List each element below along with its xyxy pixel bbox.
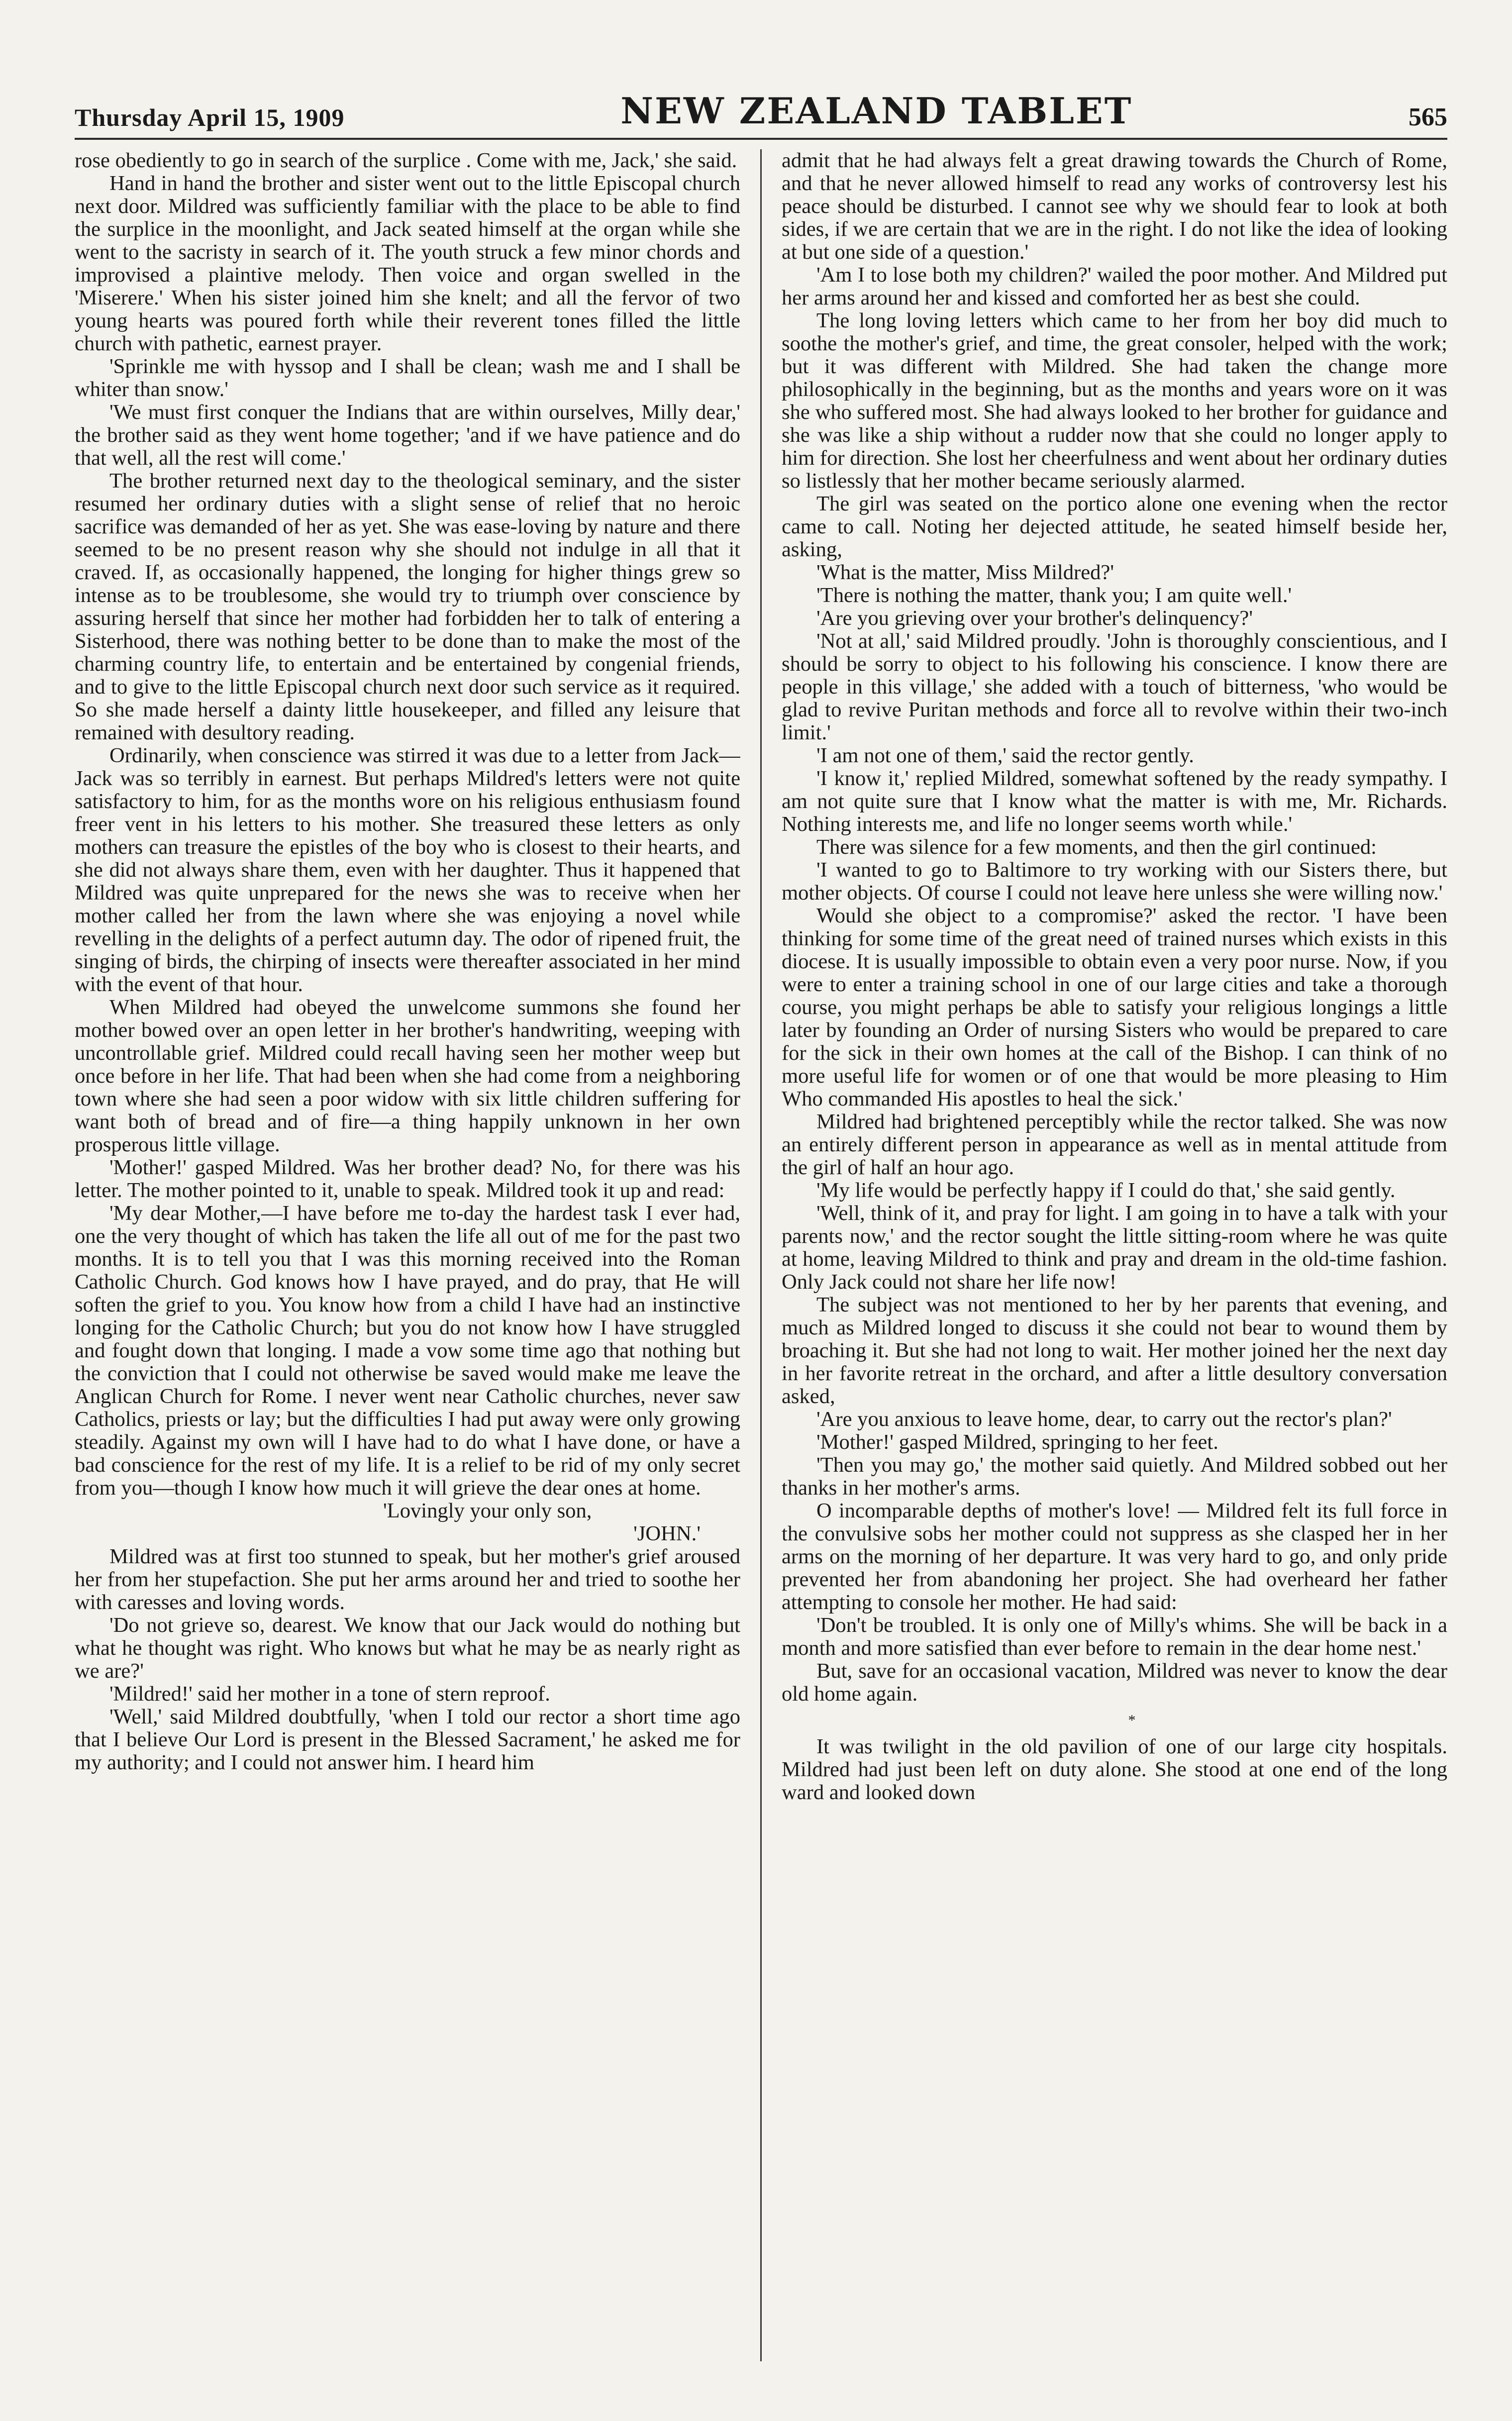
left-column — [75, 149, 740, 2361]
paragraph: admit that he had always felt a great drawing towards the Church of Rome, and that he never allowed himself to read any works of controversy lest his peace should be disturbed. I cannot see why we should fear to look at both sides, if we are certain that we are in the right. I do not like the idea of looking at but one side of a question.' — [782, 149, 1447, 264]
paragraph: When Mildred had obeyed the unwelcome summons she found her mother bowed over an open letter in her brother's handwriting, weeping with uncontrollable grief. Mildred could recall having seen her mother weep but once before in her life. That had been when she had come from a neighboring town where she had seen a poor widow with six little children suffering for want both of bread and of fire—a thing happily unknown in her own prosperous little village. — [75, 996, 740, 1156]
paragraph: There was silence for a few moments, and then the girl continued: — [816, 835, 1377, 859]
paragraph: rose obediently to go in search of the surplice . Come with me, Jack,' she said. — [75, 149, 737, 172]
paragraph: 'Mildred!' said her mother in a tone of stern reproof. — [109, 1682, 550, 1706]
paragraph: Would she object to a compromise?' asked the rector. 'I have been thinking for some time of the great need of trained nurses which exists in this diocese. It is usually impossible to obtain even a very poor nurse. Now, if you were to enter a training school in one of our large cities and take a thorough course, you might perhaps be able to satisfy your religious longings a little later by founding an Order of nursing Sisters who would be prepared to care for the sick in their own homes at the call of the Bishop. I can think of no more useful life for women or of one that would be more pleasing to Him Who commanded His apostles to heal the sick.' — [782, 904, 1447, 1110]
paragraph: 'I wanted to go to Baltimore to try working with our Sisters there, but mother objects. Of course I could not leave here unless she were willing now.' — [782, 858, 1447, 905]
paragraph: 'Mother!' gasped Mildred. Was her brother dead? No, for there was his letter. The mother pointed to it, unable to speak. Mildred took it up and read: — [75, 1156, 740, 1202]
paragraph: 'Then you may go,' the mother said quietly. And Mildred sobbed out her thanks in her mother's arms. — [782, 1453, 1447, 1500]
paragraph: 'I am not one of them,' said the rector gently. — [816, 744, 1194, 767]
paragraph: 'Are you anxious to leave home, dear, to carry out the rector's plan?' — [816, 1408, 1392, 1431]
right-column — [782, 149, 1447, 2361]
paragraph: But, save for an occasional vacation, Mildred was never to know the dear old home again. — [782, 1659, 1447, 1706]
paragraph: 'There is nothing the matter, thank you; I am quite well.' — [816, 584, 1292, 607]
paragraph: 'Sprinkle me with hyssop and I shall be clean; wash me and I shall be whiter than snow.' — [75, 355, 740, 401]
paragraph: Hand in hand the brother and sister went out to the little Episcopal church next door. Mildred was sufficiently familiar with the place to be able to find the surplice in the moonlight, and Jack seated himself at the organ while she went to the sacristy in search of it. The youth struck a few minor chords and improvised a plaintive melody. Then voice and organ swelled in the 'Miserere.' When his sister joined him she knelt; and all the fervor of two young hearts was poured forth while their reverent tones filled the little church with pathetic, earnest prayer. — [75, 172, 740, 355]
paragraph: * — [1128, 1712, 1136, 1728]
paragraph: 'Not at all,' said Mildred proudly. 'John is thoroughly conscientious, and I should be sorry to object to his following his conscience. I know there are people in this village,' she added with a touch of bitterness, 'who would be glad to revive Puritan methods and force all to revolve within their two-inch limit.' — [782, 629, 1447, 744]
paragraph: Ordinarily, when conscience was stirred it was due to a letter from Jack—Jack was so terribly in earnest. But perhaps Mildred's letters were not quite satisfactory to him, for as the months wore on his religious enthusiasm found freer vent in his letters to his mother. She treasured these letters as only mothers can treasure the epistles of the boy who is closest to their hearts, and she did not always share them, even with her daughter. Thus it happened that Mildred was quite unprepared for the news she was to receive when her mother called her from the lawn where she was enjoying a novel while revelling in the delights of a perfect autumn day. The odor of ripened fruit, the singing of birds, the chirping of insects were thereafter associated in her mind with the event of that hour. — [75, 744, 740, 996]
paragraph: 'Well, think of it, and pray for light. I am going in to have a talk with your parents now,' and the rector sought the little sitting-room where he was quite at home, leaving Mildred to think and pray and dream in the old-time fashion. Only Jack could not share her life now! — [782, 1202, 1447, 1294]
paragraph: 'Are you grieving over your brother's delinquency?' — [816, 606, 1253, 630]
paragraph: The subject was not mentioned to her by her parents that evening, and much as Mildred longed to discuss it she could not bear to wound them by broaching it. But she had not long to wait. Her mother joined her the next day in her favorite retreat in the orchard, and after a little desultory conversation asked, — [782, 1293, 1447, 1408]
paragraph: 'JOHN.' — [633, 1522, 701, 1545]
issue-date: Thursday April 15, 1909 — [75, 103, 345, 131]
paragraph: 'Well,' said Mildred doubtfully, 'when I told our rector a short time ago that I believe Our Lord is present in the Blessed Sacrament,' he asked me for my authority; and I could not answer him. I heard him — [75, 1705, 740, 1774]
paragraph: 'Am I to lose both my children?' wailed the poor mother. And Mildred put her arms around her and kissed and comforted her as best she could. — [782, 263, 1447, 309]
article-columns — [75, 149, 1447, 2361]
paragraph: Mildred was at first too stunned to speak, but her mother's grief aroused her from her stupefaction. She put her arms around her and tried to soothe her with caresses and loving words. — [75, 1545, 740, 1614]
page-number: 565 — [1408, 103, 1447, 131]
paragraph: 'Lovingly your only son, — [383, 1499, 592, 1522]
paragraph: 'What is the matter, Miss Mildred?' — [816, 561, 1114, 584]
paragraph: The long loving letters which came to her from her boy did much to soothe the mother's grief, and time, the great consoler, helped with the work; but it was different with Mildred. She had taken the change more philosophically in the beginning, but as the months and years wore on it was she who suffered most. She had always looked to her brother for guidance and she was like a ship without a rudder now that she could no longer apply to him for direction. She lost her cheerfulness and went about her ordinary duties so listlessly that her mother became seriously alarmed. — [782, 309, 1447, 493]
paragraph: The brother returned next day to the theological seminary, and the sister resumed her ordinary duties with a slight sense of relief that no heroic sacrifice was demanded of her as yet. She was ease-loving by nature and there seemed to be no present reason why she should not indulge in all that it craved. If, as occasionally happened, the longing for higher things grew so intense as to be troublesome, she would try to triumph over conscience by assuring herself that since her mother had forbidden her to talk of entering a Sisterhood, there was nothing better to be done than to make the most of the charming country life, to entertain and be entertained by congenial friends, and to give to the little Episcopal church next door such service as it required. So she made herself a dainty little housekeeper, and filled any leisure that remained with desultory reading. — [75, 469, 740, 744]
paragraph: 'My dear Mother,—I have before me to-day the hardest task I ever had, one the very thought of which has taken the life all out of me for the past two months. It is to tell you that I was this morning received into the Roman Catholic Church. God knows how I have prayed, and do pray, that He will soften the grief to you. You know how from a child I have had an instinctive longing for the Catholic Church; but you do not know how I have struggled and fought down that longing. I made a vow some time ago that nothing but the conviction that I could not otherwise be saved would make me leave the Anglican Church for Rome. I never went near Catholic churches, never saw Catholics, priests or lay; but the difficulties I had put away were only growing steadily. Against my own will I have had to do what I have done, or have a bad conscience for the rest of my life. It is a relief to be rid of my only secret from you—though I know how much it will grieve the dear ones at home. — [75, 1202, 740, 1500]
paragraph: The girl was seated on the portico alone one evening when the rector came to call. Noting her dejected attitude, he seated himself beside her, asking, — [782, 492, 1447, 561]
paragraph: Mildred had brightened perceptibly while the rector talked. She was now an entirely different person in appearance as well as in mental attitude from the girl of half an hour ago. — [782, 1110, 1447, 1179]
page-header — [75, 92, 1447, 140]
paragraph: It was twilight in the old pavilion of one of our large city hospitals. Mildred had just been left on duty alone. She stood at one end of the long ward and looked down — [782, 1735, 1447, 1804]
paragraph: 'Mother!' gasped Mildred, springing to her feet. — [816, 1430, 1218, 1454]
paragraph: 'We must first conquer the Indians that are within ourselves, Milly dear,' the brother said as they went home together; 'and if we have patience and do that well, all the rest will come.' — [75, 401, 740, 470]
paragraph: 'Don't be troubled. It is only one of Milly's whims. She will be back in a month and more satisfied than ever before to remain in the dear home nest.' — [782, 1614, 1447, 1660]
paragraph: 'My life would be perfectly happy if I could do that,' she said gently. — [816, 1179, 1396, 1202]
masthead: NEW ZEALAND TABLET — [620, 90, 1133, 132]
paragraph: O incomparable depths of mother's love! — Mildred felt its full force in the convulsive sobs her mother could not suppress as she clasped her in her arms on the morning of her departure. It was very hard to go, and only pride prevented her from abandoning her project. She had overheard her father attempting to console her mother. He had said: — [782, 1499, 1447, 1614]
column-divider — [760, 149, 762, 2361]
paragraph: 'I know it,' replied Mildred, somewhat softened by the ready sympathy. I am not quite sure that I know what the matter is with me, Mr. Richards. Nothing interests me, and life no longer seems worth while.' — [782, 767, 1447, 836]
paragraph: 'Do not grieve so, dearest. We know that our Jack would do nothing but what he thought was right. Who knows but what he may be as nearly right as we are?' — [75, 1614, 740, 1683]
